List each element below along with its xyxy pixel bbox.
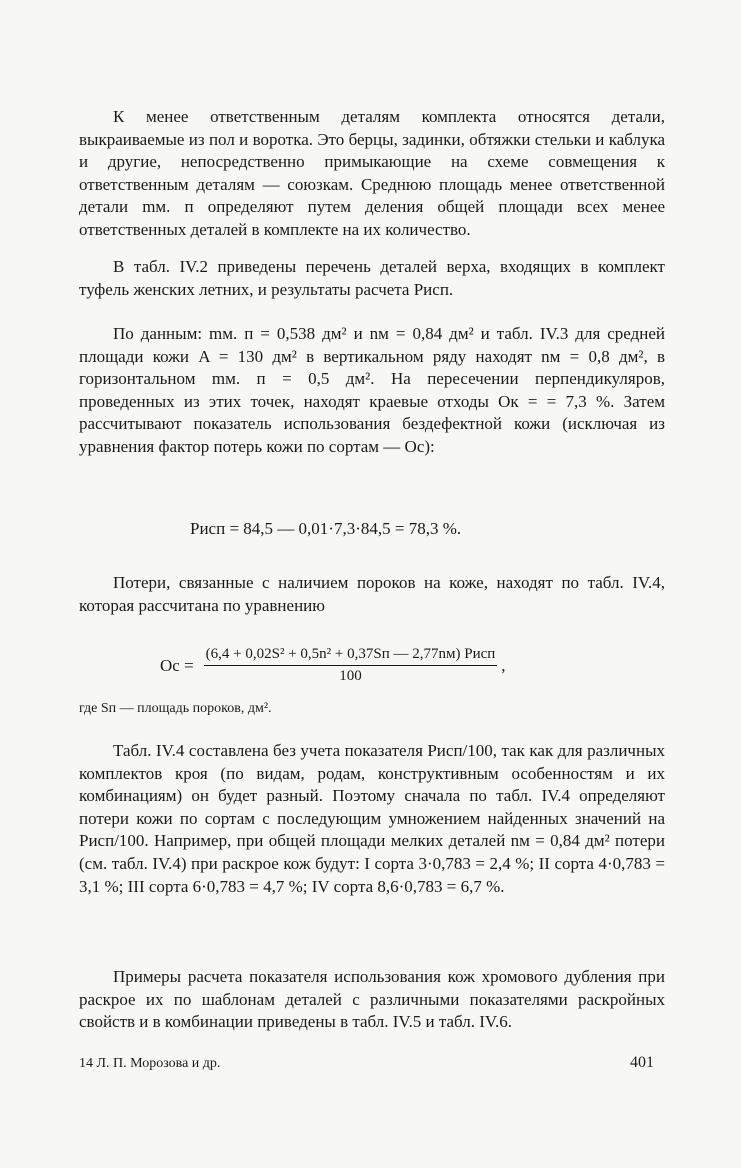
paragraph-text: К менее ответственным деталям комплекта относятся детали, выкраиваемые из пол и воротка. Это берцы, задинки, обтяжки стельки и каблука и другие, непосредственно примыкающие на схеме совмещения к ответственным деталям — союзкам. Среднюю площадь менее ответственной детали mм. п определяют путем деления общей площади всех менее ответственных деталей в комплекте на их количество. bbox=[79, 107, 665, 239]
paragraph-text: Примеры расчета показателя использования кож хромового дубления при раскрое их по шаблонам деталей с различными показателями раскройных свойств и в комбинации приведены в табл. IV.5 и табл. IV.6. bbox=[79, 967, 665, 1032]
equation-denominator: 100 bbox=[339, 668, 362, 684]
paragraph-defect-losses bbox=[79, 572, 665, 617]
paragraph-less-responsible-parts bbox=[79, 106, 665, 242]
paragraph-text: В табл. IV.2 приведены перечень деталей верха, входящих в комплект туфель женских летних, и результаты расчета Pисп. bbox=[79, 257, 665, 299]
page-number: 401 bbox=[630, 1054, 654, 1071]
equation-fraction bbox=[204, 646, 498, 685]
equation-usage-index: Pисп = 84,5 — 0,01·7,3·84,5 = 78,3 %. bbox=[190, 519, 462, 538]
paragraph-table-iv4-explanation bbox=[79, 740, 665, 898]
equation-defect-losses bbox=[160, 646, 506, 685]
paragraph-calculation-data bbox=[79, 323, 665, 459]
footer-signature: 14 Л. П. Морозова и др. bbox=[79, 1056, 221, 1071]
equation-note: где Sп — площадь пороков, дм². bbox=[79, 701, 272, 716]
paragraph-text: По данным: mм. п = 0,538 дм² и nм = 0,84 дм² и табл. IV.3 для средней площади кожи A = 130 дм² в вертикальном ряду находят nм = 0,8 дм², в горизонтальном mм. п = 0,5 дм². На пересечении перпендикуляров, проведенных из этих точек, находят краевые отходы Oк = = 7,3 %. Затем рассчитывают показатель использования бездефектной кожи (исключая из уравнения фактор потерь кожи по сортам — Oс): bbox=[79, 324, 665, 456]
paragraph-text: Потери, связанные с наличием пороков на коже, находят по табл. IV.4, которая рассчитана по уравнению bbox=[79, 573, 665, 615]
equation-lhs: Oс = bbox=[160, 655, 194, 675]
paragraph-table-reference bbox=[79, 256, 665, 301]
equation-trailing-comma: , bbox=[501, 655, 506, 675]
equation-numerator: (6,4 + 0,02S² + 0,5n² + 0,37Sп — 2,77nм) Pисп bbox=[204, 646, 498, 666]
paragraph-examples bbox=[79, 966, 665, 1034]
paragraph-text: Табл. IV.4 составлена без учета показателя Pисп/100, так как для различных комплектов кроя (по видам, родам, конструктивным особенностям и их комбинациям) он будет разный. Поэтому сначала по табл. IV.4 определяют потери кожи по сортам с последующим умножением найденных значений на Pисп/100. Например, при общей площади мелких деталей nм = 0,84 дм² потери (см. табл. IV.4) при раскрое кож будут: I сорта 3·0,783 = 2,4 %; II сорта 4·0,783 = 3,1 %; III сорта 6·0,783 = 4,7 %; IV сорта 8,6·0,783 = 6,7 %. bbox=[79, 741, 665, 896]
